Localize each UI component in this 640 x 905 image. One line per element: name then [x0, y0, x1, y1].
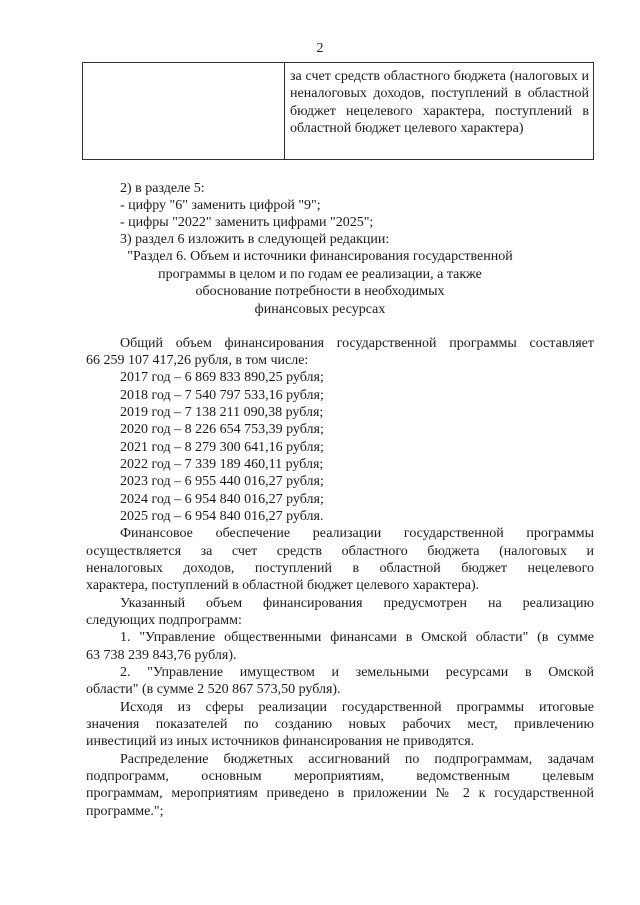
- paragraph-line: осуществляется за счет средств областного бюджета (налоговых и: [86, 544, 594, 559]
- table-cell-right: за счет средств областного бюджета (налоговых и неналоговых доходов, поступлений в областной бюджет нецелевого характера, поступлений в областной бюджет целевого характера): [290, 69, 589, 137]
- paragraph-line: Исходя из сферы реализации государственной программы итоговые: [120, 700, 594, 715]
- section-heading: программы в целом и по годам ее реализации, а также: [158, 267, 482, 282]
- table: [82, 62, 594, 160]
- year-amount: 2017 год – 6 869 833 890,25 рубля;: [120, 370, 324, 385]
- year-amount: 2023 год – 6 955 440 016,27 рубля;: [120, 474, 324, 489]
- paragraph-line: следующих подпрограмм:: [86, 613, 242, 628]
- paragraph-line: Указанный объем финансирования предусмотрен на реализацию: [120, 596, 594, 611]
- table-divider: [284, 63, 285, 159]
- paragraph-line: Финансовое обеспечение реализации государственной программы: [120, 526, 594, 541]
- year-amount: 2021 год – 8 279 300 641,16 рубля;: [120, 440, 324, 455]
- paragraph-line: Распределение бюджетных ассигнований по подпрограммам, задачам: [120, 752, 594, 767]
- year-amount: 2025 год – 6 954 840 016,27 рубля.: [120, 509, 324, 524]
- paragraph-line: Общий объем финансирования государственной программы составляет: [120, 336, 594, 351]
- list-item-change1: - цифру "6" заменить цифрой "9";: [120, 198, 321, 213]
- list-item-section5: 2) в разделе 5:: [120, 181, 205, 196]
- paragraph-line: инвестиций из иных источников финансирования не приводятся.: [86, 734, 475, 749]
- paragraph-line: подпрограмм, основным мероприятиям, ведомственным целевым: [86, 769, 594, 784]
- year-amount: 2019 год – 7 138 211 090,38 рубля;: [120, 405, 324, 420]
- subprogram-item: области" (в сумме 2 520 867 573,50 рубля).: [86, 682, 341, 697]
- subprogram-item: 63 738 239 843,76 рубля).: [86, 648, 237, 663]
- section-heading: "Раздел 6. Объем и источники финансирования государственной: [127, 249, 513, 264]
- list-item-change2: - цифры "2022" заменить цифрами "2025";: [120, 215, 374, 230]
- paragraph-line: программе.";: [86, 804, 164, 819]
- subprogram-item: 1. "Управление общественными финансами в Омской области" (в сумме: [120, 630, 594, 645]
- list-item-section6: 3) раздел 6 изложить в следующей редакции:: [120, 232, 390, 247]
- paragraph-line: характера, поступлений в областной бюджет целевого характера).: [86, 578, 480, 593]
- year-amount: 2018 год – 7 540 797 533,16 рубля;: [120, 388, 324, 403]
- year-amount: 2020 год – 8 226 654 753,39 рубля;: [120, 422, 324, 437]
- section-heading: обоснование потребности в необходимых: [195, 284, 445, 299]
- page-number: 2: [316, 41, 324, 56]
- paragraph-line: неналоговых доходов, поступлений в областной бюджет нецелевого: [86, 561, 594, 576]
- paragraph-line: значения показателей по созданию новых рабочих мест, привлечению: [86, 717, 594, 732]
- year-amount: 2024 год – 6 954 840 016,27 рубля;: [120, 492, 324, 507]
- paragraph-line: программам, мероприятиям приведено в приложении № 2 к государственной: [86, 786, 594, 801]
- year-amount: 2022 год – 7 339 189 460,11 рубля;: [120, 457, 324, 472]
- section-heading: финансовых ресурсах: [254, 302, 386, 317]
- subprogram-item: 2. "Управление имуществом и земельными ресурсами в Омской: [120, 665, 594, 680]
- paragraph-line: 66 259 107 417,26 рубля, в том числе:: [86, 353, 309, 368]
